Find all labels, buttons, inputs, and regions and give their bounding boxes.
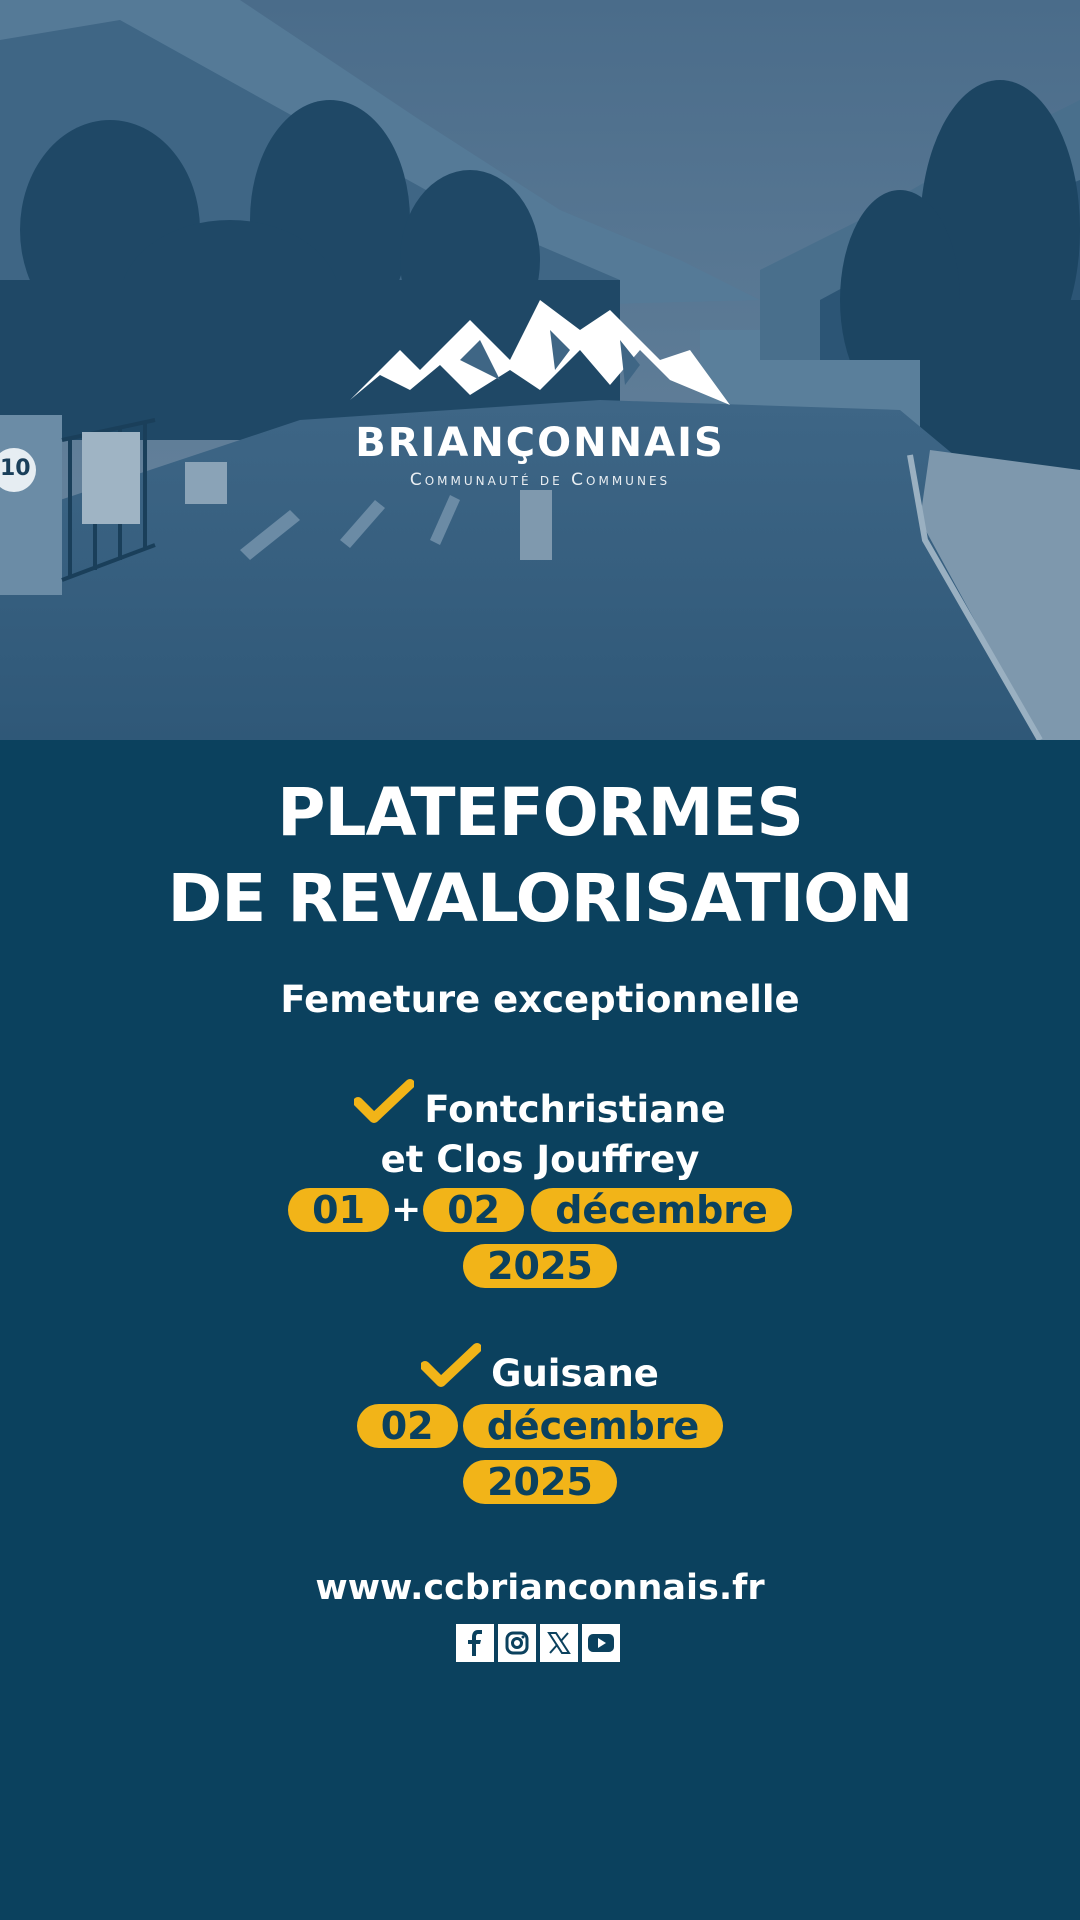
- social-icons: [456, 1624, 624, 1664]
- website-link[interactable]: www.ccbrianconnais.fr: [315, 1568, 765, 1608]
- site-name-line-1: Fontchristiane: [424, 1088, 726, 1131]
- day-badge: 01: [288, 1188, 389, 1232]
- checkmark-icon: [421, 1342, 481, 1400]
- day-badge: 02: [357, 1404, 458, 1448]
- logo-subtitle: Communauté de Communes: [409, 470, 671, 490]
- site-name-line-1: Guisane: [491, 1352, 659, 1395]
- hero-photo: [0, 0, 1080, 740]
- brianconnais-logo: [340, 290, 740, 500]
- site-guisane: [0, 1342, 1080, 1506]
- date-row: [0, 1404, 1080, 1450]
- day-badge: 02: [423, 1188, 524, 1232]
- announcement-panel: [0, 740, 1080, 1920]
- checkmark-icon: [354, 1078, 414, 1136]
- month-badge: décembre: [531, 1188, 792, 1232]
- year-badge: 2025: [463, 1460, 617, 1504]
- plus-sign: +: [391, 1189, 422, 1230]
- facebook-icon[interactable]: [456, 1624, 494, 1662]
- mountain-logo-icon: [340, 290, 740, 420]
- date-row: [0, 1188, 1080, 1234]
- site-name-line-2: et Clos Jouffrey: [380, 1138, 700, 1181]
- site-fontchristiane: [0, 1078, 1080, 1290]
- closure-subtitle: Femeture exceptionnelle: [280, 978, 800, 1021]
- logo-brand-name: BRIANÇONNAIS: [355, 420, 725, 466]
- month-badge: décembre: [463, 1404, 724, 1448]
- speed-sign-number: 10: [0, 456, 31, 481]
- title-line-1: PLATEFORMES: [277, 774, 803, 851]
- year-badge: 2025: [463, 1244, 617, 1288]
- title-line-2: DE REVALORISATION: [167, 860, 913, 937]
- x-icon[interactable]: [540, 1624, 578, 1662]
- page-title: [0, 770, 1080, 942]
- youtube-icon[interactable]: [582, 1624, 620, 1662]
- instagram-icon[interactable]: [498, 1624, 536, 1662]
